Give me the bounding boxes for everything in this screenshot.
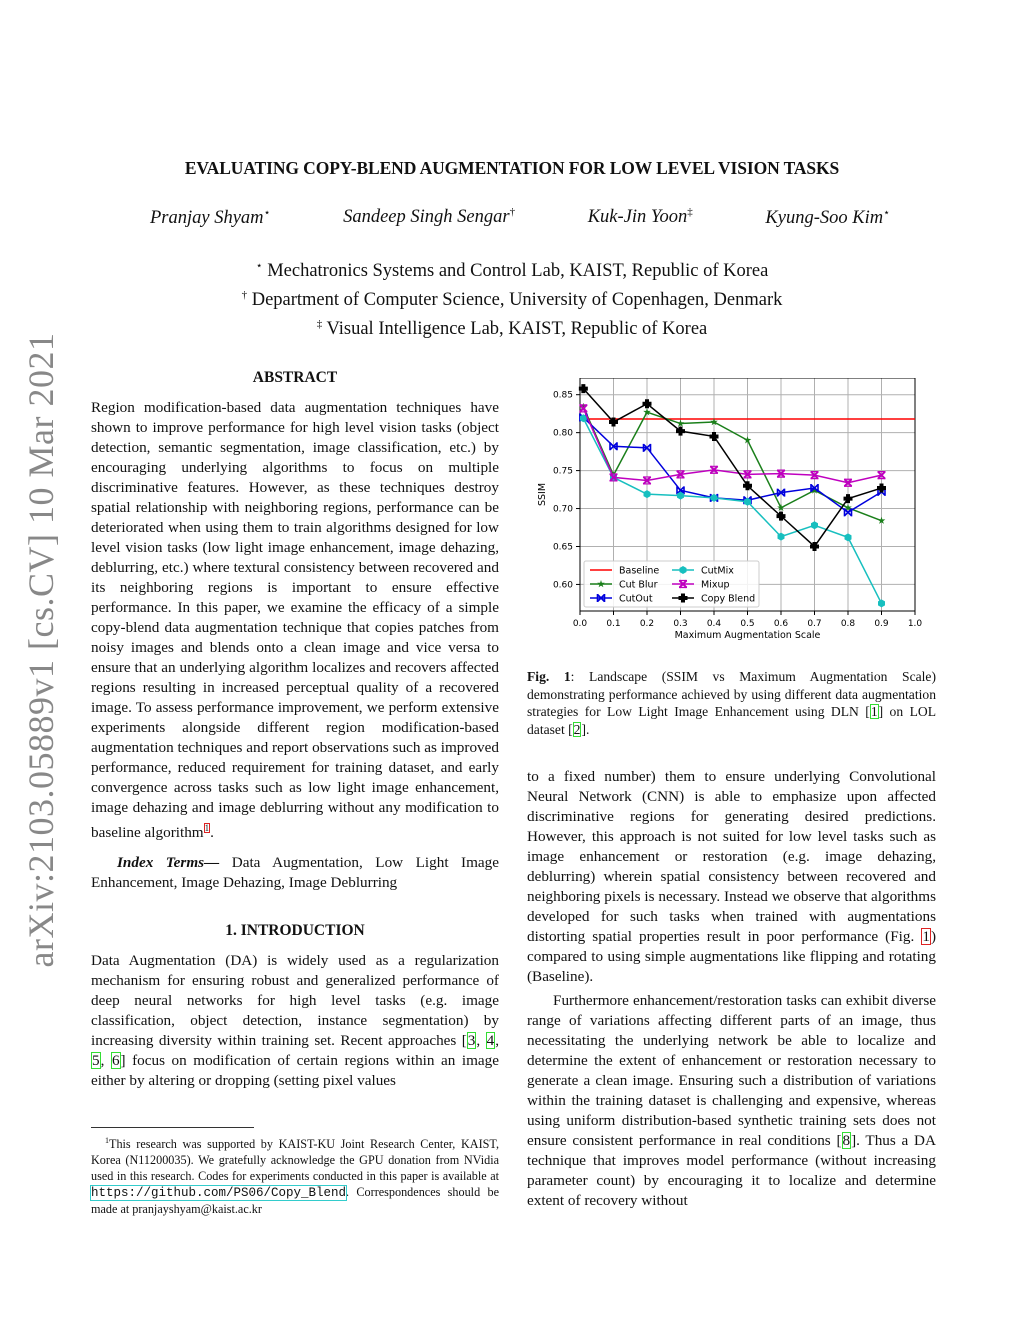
x-tick-label: 0.2	[639, 619, 655, 629]
author: Kyung-Soo Kim⋆	[765, 207, 890, 229]
author: Pranjay Shyam⋆	[150, 207, 271, 229]
y-tick-label: 0.85	[552, 390, 573, 401]
x-tick-label: 0.4	[706, 619, 722, 629]
ssim-line-chart	[527, 378, 937, 646]
affiliation: ‡ Visual Intelligence Lab, KAIST, Republic of Korea	[316, 318, 708, 340]
intro-paragraph-1: Data Augmentation (DA) is widely used as a regularization mechanism for ensuring robust and generalized performance of deep neural networks for high level tasks (e.g. image classification, object detection, instance segmentation) by increasing diversity within training set. Recent approaches [3, 4, 5, 6] focus on modification of certain regions within an image either by altering or dropping (setting pixel values	[91, 952, 500, 1090]
footnote: $^1$This research was supported by KAIST-KU Joint Research Center, KAIST, Korea (N11200035). We gratefully acknowledge the GPU donation from NVidia used in this research. Codes for experiments conducted in this paper is available at https://github.com/PS06/Copy_Blend. Correspondences should be made at pranjayshyam@kaist.ac.kr	[91, 1127, 499, 1217]
left-column	[91, 368, 499, 1091]
x-tick-label: 0.7	[807, 619, 822, 629]
intro-paragraph-1-continued: to a fixed number) them to ensure underlying Convolutional Neural Network (CNN) is able to emphasize upon affected discriminative regions for generating desired predictions. However, this approach is not suited for low level tasks such as image enhancement or restoration (e.g. image dehazing, deblurring) wherein spatial consistency between recovered and neighboring pixels is necessary. Instead we observe that algorithms developed for such tasks when trained with augmentations distorting spatial properties result in poor performance (Fig. 1) compared to using simple augmentations like flipping and rotating (Baseline).	[527, 768, 936, 985]
series-mixup	[579, 405, 885, 486]
y-tick-label: 0.80	[552, 428, 573, 439]
legend-entry: Cut Blur	[619, 579, 658, 591]
y-tick-label: 0.65	[552, 542, 573, 553]
chart-legend	[584, 561, 759, 607]
author: Kuk-Jin Yoon‡	[587, 206, 693, 228]
y-axis-label: SSIM	[537, 482, 548, 507]
figure-ref-link[interactable]: 1	[922, 928, 930, 945]
index-terms: Index Terms— Data Augmentation, Low Light Image Enhancement, Image Dehazing, Image Deblurring	[91, 854, 499, 892]
x-tick-label: 0.8	[840, 619, 856, 629]
abstract-heading: ABSTRACT	[252, 369, 338, 386]
x-tick-label: 0.5	[740, 619, 755, 629]
x-tick-label: 0.9	[874, 619, 889, 629]
legend-entry: Baseline	[619, 565, 660, 577]
citation-link[interactable]: 3	[467, 1032, 476, 1050]
citation-link[interactable]: 5	[92, 1052, 100, 1070]
author: Sandeep Singh Sengar†	[343, 206, 516, 228]
y-tick-label: 0.60	[552, 580, 573, 591]
affiliation-list	[0, 254, 1024, 341]
figure-caption: Fig. 1: Landscape (SSIM vs Maximum Augmentation Scale) demonstrating performance achieved by using different data augmentation strategies for Low Light Image Enhancement using DLN [1] on LOL dataset [2].	[527, 669, 937, 737]
series-copy-blend	[579, 384, 886, 551]
citation-link[interactable]: 4	[486, 1032, 495, 1050]
legend-entry: Mixup	[701, 579, 730, 591]
figure-1-chart	[527, 378, 937, 646]
arxiv-identifier-stamp	[16, 332, 66, 968]
github-link[interactable]: https://github.com/PS06/Copy_Blend	[91, 1186, 347, 1201]
abstract-body: Region modification-based data augmentation techniques have shown to improve performance for high level vision tasks (object detection, semantic segmentation, image classification, etc.) by encouraging underlying algorithms to focus on multiple discriminative features. However, as these techniques destroy spatial relationship with neighboring regions, performance can be deteriorated when using them to train algorithms designed for low level vision tasks (low light image enhancement, image dehazing, deblurring, etc.) where textural consistency between recovered and its neighboring regions is important to ensure effective performance. In this paper, we examine the efficacy of a simple copy-blend data augmentation technique that copies patches from noisy images and blends onto a clean image and vice versa to ensure that an underlying algorithm localizes and recovers affected regions resulting in increased perceptual quality of a recovered image. To assess performance improvement, we perform extensive experiments alongside different region modification-based augmentation techniques and report observations such as improved performance, reduced requirement for training dataset, and early convergence across tasks such as low light image enhancement, image dehazing and image deblurring without any modification to baseline algorithm$^1$.	[91, 399, 499, 842]
x-tick-label: 0.1	[606, 619, 621, 629]
citation-link[interactable]: 8	[842, 1132, 851, 1149]
affiliation: ⋆ Mechatronics Systems and Control Lab, KAIST, Republic of Korea	[255, 260, 769, 282]
intro-paragraph-2: Furthermore enhancement/restoration tasks can exhibit diverse range of variations affecting different parts of an image, thus necessitating the underlying network be able to localize and determine the extent of enhancement or restoration necessary to generate a clean image. Ensuring such a distribution of variations within the training dataset is challenging and expensive, whereas using uniform distribution-based synthetic training sets does not ensure consistent performance in real conditions [8]. Thus a DA technique that improves model performance (without increasing parameter count) by encouraging it to localize and determine extent of recovery without	[527, 992, 936, 1209]
right-column	[527, 767, 936, 1211]
footnote-rule	[91, 1127, 254, 1128]
x-tick-label: 0.0	[572, 619, 588, 629]
arxiv-stamp-text: arXiv:2103.05889v1 [cs.CV] 10 Mar 2021	[21, 332, 61, 968]
x-tick-label: 1.0	[907, 619, 923, 629]
x-tick-label: 0.3	[673, 619, 688, 629]
citation-link[interactable]: 2	[573, 721, 581, 737]
introduction-heading: 1. INTRODUCTION	[225, 922, 365, 940]
x-axis-label: Maximum Augmentation Scale	[674, 630, 821, 641]
footnote-ref-link[interactable]: 1	[204, 823, 210, 833]
y-tick-label: 0.75	[552, 466, 573, 477]
citation-link[interactable]: 1	[870, 704, 878, 719]
legend-entry: CutOut	[619, 593, 653, 605]
citation-link[interactable]: 6	[111, 1052, 120, 1070]
x-tick-label: 0.6	[773, 619, 789, 629]
affiliation: † Department of Computer Science, University of Copenhagen, Denmark	[241, 289, 783, 311]
legend-entry: CutMix	[701, 565, 734, 577]
legend-entry: Copy Blend	[701, 593, 756, 605]
author-list	[150, 206, 890, 229]
y-tick-label: 0.70	[552, 504, 573, 515]
paper-title: EVALUATING COPY-BLEND AUGMENTATION FOR LOW LEVEL VISION TASKS	[184, 158, 840, 178]
